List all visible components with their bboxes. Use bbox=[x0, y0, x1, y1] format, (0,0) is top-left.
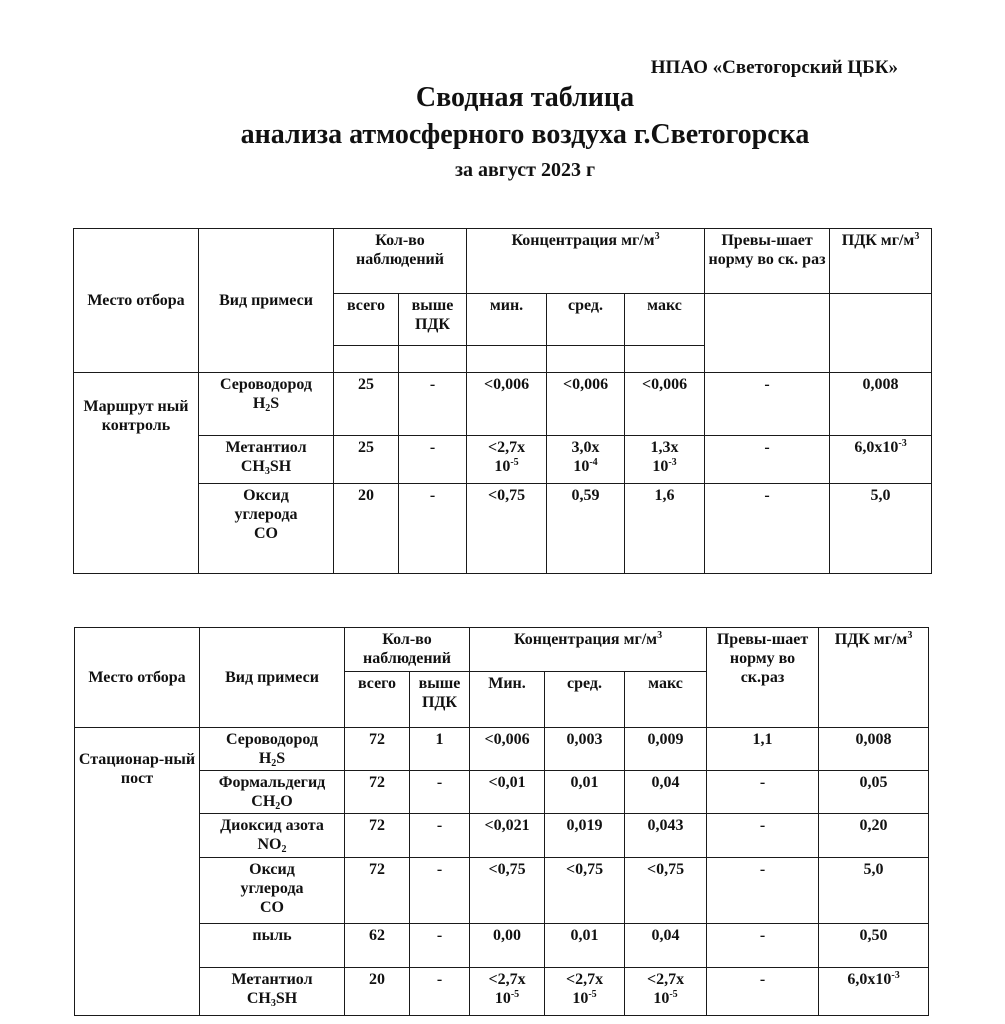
gap-cell bbox=[467, 346, 547, 373]
stationary-post-table bbox=[74, 627, 929, 1016]
pdk-cell: 0,008 bbox=[830, 373, 932, 436]
avg-cell: 3,0x $10^{-4}$ bbox=[547, 436, 625, 484]
pdk-cell: 0,008 bbox=[819, 728, 929, 771]
count-above-cell: - bbox=[410, 858, 470, 924]
header-count: Кол-во наблюдений bbox=[334, 229, 467, 294]
table-row bbox=[74, 436, 932, 484]
count-total-cell: 20 bbox=[345, 968, 410, 1016]
header-count-total: всего bbox=[334, 294, 399, 346]
count-total-cell: 25 bbox=[334, 373, 399, 436]
count-above-cell: - bbox=[410, 924, 470, 968]
impurity-cell: Сероводород $H_2S$ bbox=[200, 728, 345, 771]
count-total-cell: 20 bbox=[334, 484, 399, 574]
header-count-above: выше ПДК bbox=[399, 294, 467, 346]
min-cell: <0,75 bbox=[470, 858, 545, 924]
min-cell: <2,7x $10^{-5}$ bbox=[467, 436, 547, 484]
table-row bbox=[75, 728, 929, 771]
header-place: Место отбора bbox=[74, 229, 199, 373]
count-total-cell: 72 bbox=[345, 771, 410, 814]
count-above-cell: - bbox=[399, 436, 467, 484]
table-row bbox=[75, 771, 929, 814]
gap-cell bbox=[830, 346, 932, 373]
document-subtitle: анализа атмосферного воздуха г.Светогорска bbox=[240, 119, 810, 150]
impurity-cell: Метантиол $CH_3SH$ bbox=[200, 968, 345, 1016]
impurity-cell: Формальдегид $CH_2O$ bbox=[200, 771, 345, 814]
impurity-cell: пыль bbox=[200, 924, 345, 968]
exceed-cell: - bbox=[707, 858, 819, 924]
impurity-cell: Оксид углерода CO bbox=[199, 484, 334, 574]
header-max: макс bbox=[625, 672, 707, 728]
place-cell: Стационар-ный пост bbox=[75, 728, 200, 1016]
min-cell: <0,75 bbox=[467, 484, 547, 574]
header-impurity: Вид примеси bbox=[200, 628, 345, 728]
count-above-cell: - bbox=[399, 373, 467, 436]
max-cell: 0,04 bbox=[625, 771, 707, 814]
header-max: макс bbox=[625, 294, 705, 346]
count-above-cell: - bbox=[410, 814, 470, 858]
header-exceed: Превы-шает норму во ск. раз bbox=[705, 229, 830, 294]
route-control-table bbox=[73, 228, 932, 574]
max-cell: <2,7x $10^{-5}$ bbox=[625, 968, 707, 1016]
pdk-cell: 0,05 bbox=[819, 771, 929, 814]
exceed-cell: - bbox=[705, 373, 830, 436]
header-concentration: Концентрация $мг/м^3$ bbox=[470, 628, 707, 672]
avg-cell: <2,7x $10^{-5}$ bbox=[545, 968, 625, 1016]
pdk-cell: $6,0x10^{-3}$ bbox=[819, 968, 929, 1016]
count-above-cell: - bbox=[410, 968, 470, 1016]
min-cell: <2,7x $10^{-5}$ bbox=[470, 968, 545, 1016]
header-pdk: ПДК $мг/м^3$ bbox=[819, 628, 929, 728]
impurity-cell: Диоксид азота $NO_2$ bbox=[200, 814, 345, 858]
table-row bbox=[75, 924, 929, 968]
pdk-cell: 5,0 bbox=[819, 858, 929, 924]
min-cell: <0,021 bbox=[470, 814, 545, 858]
header-place: Место отбора bbox=[75, 628, 200, 728]
max-cell: 1,6 bbox=[625, 484, 705, 574]
header-min: Мин. bbox=[470, 672, 545, 728]
exceed-cell: - bbox=[707, 968, 819, 1016]
pdk-cell: 0,50 bbox=[819, 924, 929, 968]
impurity-cell: Сероводород $H_2S$ bbox=[199, 373, 334, 436]
header-pdk: ПДК $мг/м^3$ bbox=[830, 229, 932, 294]
avg-cell: <0,75 bbox=[545, 858, 625, 924]
header-exceed-blank bbox=[705, 294, 830, 346]
count-total-cell: 72 bbox=[345, 728, 410, 771]
exceed-cell: 1,1 bbox=[707, 728, 819, 771]
header-count-above: выше ПДК bbox=[410, 672, 470, 728]
gap-cell bbox=[399, 346, 467, 373]
avg-cell: <0,006 bbox=[547, 373, 625, 436]
avg-cell: 0,019 bbox=[545, 814, 625, 858]
min-cell: <0,01 bbox=[470, 771, 545, 814]
header-min: мин. bbox=[467, 294, 547, 346]
header-count-total: всего bbox=[345, 672, 410, 728]
pdk-cell: 0,20 bbox=[819, 814, 929, 858]
report-period: за август 2023 г bbox=[454, 159, 596, 181]
exceed-cell: - bbox=[707, 924, 819, 968]
header-avg: сред. bbox=[545, 672, 625, 728]
impurity-cell: Метантиол $CH_3SH$ bbox=[199, 436, 334, 484]
place-cell: Маршрут ный контроль bbox=[74, 373, 199, 574]
count-above-cell: - bbox=[410, 771, 470, 814]
count-total-cell: 72 bbox=[345, 814, 410, 858]
avg-cell: 0,01 bbox=[545, 771, 625, 814]
avg-cell: 0,01 bbox=[545, 924, 625, 968]
avg-cell: 0,59 bbox=[547, 484, 625, 574]
impurity-cell: Оксид углерода CO bbox=[200, 858, 345, 924]
exceed-cell: - bbox=[707, 814, 819, 858]
document-title: Сводная таблица bbox=[415, 82, 635, 113]
count-total-cell: 72 bbox=[345, 858, 410, 924]
min-cell: <0,006 bbox=[470, 728, 545, 771]
organization-name: НПАО «Светогорский ЦБК» bbox=[650, 57, 898, 78]
table-row bbox=[75, 814, 929, 858]
pdk-cell: $6,0x10^{-3}$ bbox=[830, 436, 932, 484]
header-count: Кол-во наблюдений bbox=[345, 628, 470, 672]
avg-cell: 0,003 bbox=[545, 728, 625, 771]
max-cell: <0,006 bbox=[625, 373, 705, 436]
count-total-cell: 62 bbox=[345, 924, 410, 968]
count-above-cell: 1 bbox=[410, 728, 470, 771]
header-pdk-blank bbox=[830, 294, 932, 346]
max-cell: 1,3x $10^{-3}$ bbox=[625, 436, 705, 484]
pdk-cell: 5,0 bbox=[830, 484, 932, 574]
exceed-cell: - bbox=[707, 771, 819, 814]
header-exceed: Превы-шает норму во ск.раз bbox=[707, 628, 819, 728]
table-row bbox=[74, 484, 932, 574]
header-avg: сред. bbox=[547, 294, 625, 346]
max-cell: 0,04 bbox=[625, 924, 707, 968]
min-cell: 0,00 bbox=[470, 924, 545, 968]
table-row bbox=[74, 373, 932, 436]
gap-cell bbox=[547, 346, 625, 373]
header-concentration: Концентрация $мг/м^3$ bbox=[467, 229, 705, 294]
table-row bbox=[75, 968, 929, 1016]
header-impurity: Вид примеси bbox=[199, 229, 334, 373]
gap-cell bbox=[334, 346, 399, 373]
count-total-cell: 25 bbox=[334, 436, 399, 484]
table-row bbox=[75, 858, 929, 924]
gap-cell bbox=[625, 346, 705, 373]
max-cell: 0,043 bbox=[625, 814, 707, 858]
min-cell: <0,006 bbox=[467, 373, 547, 436]
exceed-cell: - bbox=[705, 436, 830, 484]
count-above-cell: - bbox=[399, 484, 467, 574]
exceed-cell: - bbox=[705, 484, 830, 574]
max-cell: <0,75 bbox=[625, 858, 707, 924]
max-cell: 0,009 bbox=[625, 728, 707, 771]
gap-cell bbox=[705, 346, 830, 373]
